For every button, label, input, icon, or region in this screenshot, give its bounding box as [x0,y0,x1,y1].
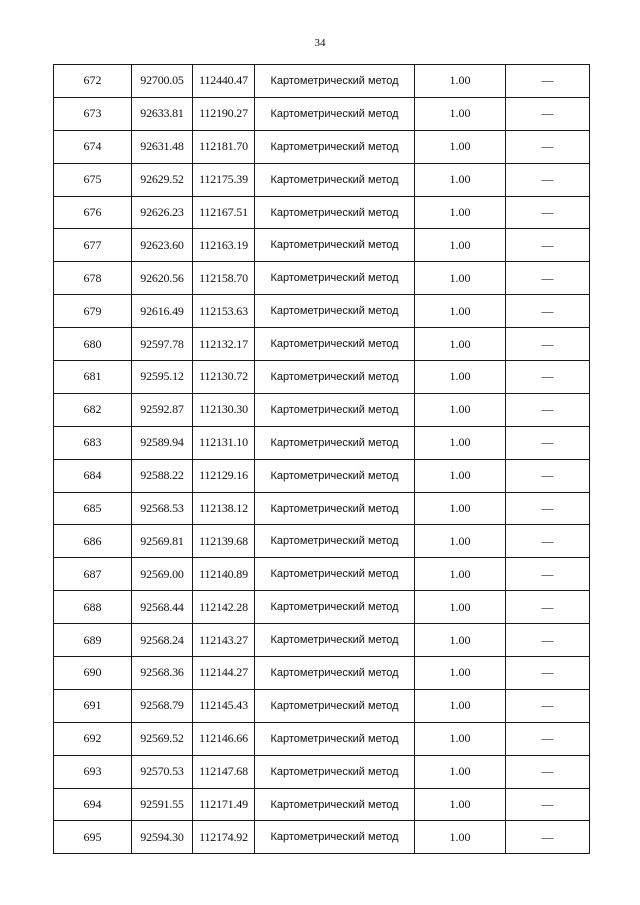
point-number-cell: 673 [54,97,132,130]
y-coordinate-cell: 112190.27 [193,97,255,130]
point-number-cell: 680 [54,328,132,361]
point-number-cell: 672 [54,65,132,98]
point-number-cell: 695 [54,821,132,854]
method-cell: Картометрический метод [255,459,415,492]
note-cell: — [506,262,590,295]
accuracy-cell: 1.00 [415,525,506,558]
table-row [54,97,590,130]
accuracy-cell: 1.00 [415,262,506,295]
y-coordinate-cell: 112142.28 [193,591,255,624]
accuracy-cell: 1.00 [415,722,506,755]
point-number-cell: 683 [54,426,132,459]
x-coordinate-cell: 92633.81 [132,97,193,130]
y-coordinate-cell: 112130.30 [193,393,255,426]
accuracy-cell: 1.00 [415,328,506,361]
point-number-cell: 693 [54,755,132,788]
x-coordinate-cell: 92620.56 [132,262,193,295]
x-coordinate-cell: 92568.53 [132,492,193,525]
method-cell: Картометрический метод [255,788,415,821]
y-coordinate-cell: 112171.49 [193,788,255,821]
x-coordinate-cell: 92591.55 [132,788,193,821]
accuracy-cell: 1.00 [415,657,506,690]
x-coordinate-cell: 92568.36 [132,657,193,690]
note-cell: — [506,591,590,624]
table-row [54,361,590,394]
table-row [54,262,590,295]
accuracy-cell: 1.00 [415,130,506,163]
point-number-cell: 691 [54,689,132,722]
note-cell: — [506,657,590,690]
method-cell: Картометрический метод [255,755,415,788]
y-coordinate-cell: 112144.27 [193,657,255,690]
point-number-cell: 679 [54,295,132,328]
x-coordinate-cell: 92626.23 [132,196,193,229]
table-row [54,229,590,262]
accuracy-cell: 1.00 [415,229,506,262]
accuracy-cell: 1.00 [415,361,506,394]
method-cell: Картометрический метод [255,558,415,591]
note-cell: — [506,558,590,591]
y-coordinate-cell: 112145.43 [193,689,255,722]
note-cell: — [506,788,590,821]
table-row [54,591,590,624]
note-cell: — [506,295,590,328]
accuracy-cell: 1.00 [415,492,506,525]
x-coordinate-cell: 92595.12 [132,361,193,394]
note-cell: — [506,65,590,98]
accuracy-cell: 1.00 [415,163,506,196]
y-coordinate-cell: 112181.70 [193,130,255,163]
y-coordinate-cell: 112175.39 [193,163,255,196]
method-cell: Картометрический метод [255,163,415,196]
coordinates-table [53,64,590,854]
method-cell: Картометрический метод [255,295,415,328]
point-number-cell: 676 [54,196,132,229]
note-cell: — [506,722,590,755]
y-coordinate-cell: 112440.47 [193,65,255,98]
method-cell: Картометрический метод [255,229,415,262]
accuracy-cell: 1.00 [415,393,506,426]
x-coordinate-cell: 92589.94 [132,426,193,459]
note-cell: — [506,229,590,262]
y-coordinate-cell: 112140.89 [193,558,255,591]
method-cell: Картометрический метод [255,591,415,624]
accuracy-cell: 1.00 [415,459,506,492]
note-cell: — [506,525,590,558]
point-number-cell: 678 [54,262,132,295]
x-coordinate-cell: 92592.87 [132,393,193,426]
x-coordinate-cell: 92569.52 [132,722,193,755]
x-coordinate-cell: 92616.49 [132,295,193,328]
method-cell: Картометрический метод [255,492,415,525]
y-coordinate-cell: 112139.68 [193,525,255,558]
table-row [54,328,590,361]
table-row [54,788,590,821]
note-cell: — [506,130,590,163]
point-number-cell: 688 [54,591,132,624]
y-coordinate-cell: 112158.70 [193,262,255,295]
method-cell: Картометрический метод [255,624,415,657]
point-number-cell: 684 [54,459,132,492]
point-number-cell: 690 [54,657,132,690]
point-number-cell: 674 [54,130,132,163]
accuracy-cell: 1.00 [415,65,506,98]
table-row [54,722,590,755]
y-coordinate-cell: 112143.27 [193,624,255,657]
accuracy-cell: 1.00 [415,97,506,130]
point-number-cell: 675 [54,163,132,196]
table-row [54,426,590,459]
x-coordinate-cell: 92570.53 [132,755,193,788]
x-coordinate-cell: 92568.44 [132,591,193,624]
point-number-cell: 687 [54,558,132,591]
method-cell: Картометрический метод [255,97,415,130]
accuracy-cell: 1.00 [415,788,506,821]
y-coordinate-cell: 112138.12 [193,492,255,525]
point-number-cell: 692 [54,722,132,755]
accuracy-cell: 1.00 [415,755,506,788]
x-coordinate-cell: 92568.24 [132,624,193,657]
x-coordinate-cell: 92569.81 [132,525,193,558]
point-number-cell: 685 [54,492,132,525]
y-coordinate-cell: 112131.10 [193,426,255,459]
point-number-cell: 682 [54,393,132,426]
table-row [54,821,590,854]
note-cell: — [506,97,590,130]
x-coordinate-cell: 92569.00 [132,558,193,591]
note-cell: — [506,459,590,492]
table-row [54,65,590,98]
point-number-cell: 686 [54,525,132,558]
method-cell: Картометрический метод [255,328,415,361]
method-cell: Картометрический метод [255,196,415,229]
note-cell: — [506,196,590,229]
accuracy-cell: 1.00 [415,624,506,657]
note-cell: — [506,361,590,394]
accuracy-cell: 1.00 [415,689,506,722]
table-row [54,163,590,196]
point-number-cell: 689 [54,624,132,657]
y-coordinate-cell: 112146.66 [193,722,255,755]
y-coordinate-cell: 112129.16 [193,459,255,492]
x-coordinate-cell: 92568.79 [132,689,193,722]
method-cell: Картометрический метод [255,689,415,722]
table-row [54,459,590,492]
method-cell: Картометрический метод [255,393,415,426]
x-coordinate-cell: 92629.52 [132,163,193,196]
point-number-cell: 677 [54,229,132,262]
x-coordinate-cell: 92623.60 [132,229,193,262]
x-coordinate-cell: 92597.78 [132,328,193,361]
method-cell: Картометрический метод [255,525,415,558]
table-row [54,393,590,426]
table-row [54,492,590,525]
coordinates-table-body [54,65,590,854]
y-coordinate-cell: 112163.19 [193,229,255,262]
note-cell: — [506,689,590,722]
method-cell: Картометрический метод [255,262,415,295]
y-coordinate-cell: 112174.92 [193,821,255,854]
table-row [54,657,590,690]
table-row [54,196,590,229]
x-coordinate-cell: 92588.22 [132,459,193,492]
accuracy-cell: 1.00 [415,196,506,229]
method-cell: Картометрический метод [255,130,415,163]
y-coordinate-cell: 112153.63 [193,295,255,328]
y-coordinate-cell: 112130.72 [193,361,255,394]
accuracy-cell: 1.00 [415,295,506,328]
method-cell: Картометрический метод [255,361,415,394]
note-cell: — [506,328,590,361]
y-coordinate-cell: 112132.17 [193,328,255,361]
table-row [54,130,590,163]
y-coordinate-cell: 112147.68 [193,755,255,788]
method-cell: Картометрический метод [255,426,415,459]
method-cell: Картометрический метод [255,821,415,854]
method-cell: Картометрический метод [255,65,415,98]
table-row [54,525,590,558]
y-coordinate-cell: 112167.51 [193,196,255,229]
x-coordinate-cell: 92594.30 [132,821,193,854]
table-row [54,558,590,591]
table-row [54,624,590,657]
accuracy-cell: 1.00 [415,426,506,459]
table-row [54,689,590,722]
note-cell: — [506,393,590,426]
note-cell: — [506,426,590,459]
page-number: 34 [314,37,326,49]
table-row [54,295,590,328]
accuracy-cell: 1.00 [415,591,506,624]
method-cell: Картометрический метод [255,657,415,690]
note-cell: — [506,821,590,854]
table-row [54,755,590,788]
note-cell: — [506,624,590,657]
note-cell: — [506,492,590,525]
point-number-cell: 694 [54,788,132,821]
accuracy-cell: 1.00 [415,821,506,854]
x-coordinate-cell: 92700.05 [132,65,193,98]
accuracy-cell: 1.00 [415,558,506,591]
point-number-cell: 681 [54,361,132,394]
note-cell: — [506,163,590,196]
note-cell: — [506,755,590,788]
x-coordinate-cell: 92631.48 [132,130,193,163]
method-cell: Картометрический метод [255,722,415,755]
